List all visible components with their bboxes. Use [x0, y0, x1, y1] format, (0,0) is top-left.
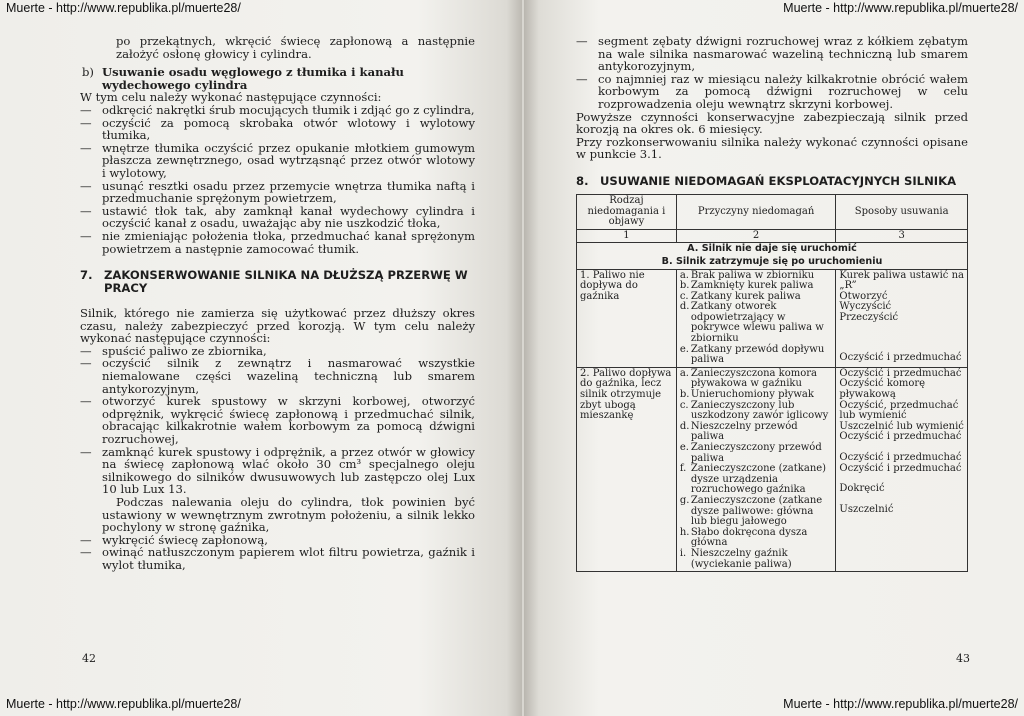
- list-item: — wnętrze tłumika oczyścić przez opukanie młotkiem gumowym płaszcza zewnętrznego, osad wytrząsnąć przez otwór wlotowy i wylotowy,: [80, 142, 475, 180]
- list-item: — nie zmieniając położenia tłoka, przedmuchać kanał sprężonym powietrzem a następnie zamocować tłumik.: [80, 230, 475, 255]
- list-item: — oczyścić za pomocą skrobaka otwór wlotowy i wylotowy tłumika,: [80, 117, 475, 142]
- remedy-item: Otworzyć: [839, 290, 888, 302]
- cause-item: b. Zamknięty kurek paliwa: [679, 280, 814, 292]
- section-7-title: ZAKONSERWOWANIE SILNIKA NA DŁUŻSZĄ PRZERWĘ W PRACY: [104, 268, 468, 296]
- remedy-item: Oczyścić komorę pływakową: [839, 378, 926, 401]
- cause-item: i. Nieszczelny gaźnik (wyciekanie paliwa): [679, 547, 792, 570]
- column-number: 2: [676, 229, 836, 243]
- cause-item: a. Brak paliwa w zbiorniku: [679, 269, 815, 281]
- list-item: — co najmniej raz w miesiącu należy kilkakrotnie obrócić wałem korbowym za pomocą dźwigni rozruchowej w celu rozprowadzenia oleju wewnątrz skrzyni korbowej.: [576, 73, 968, 111]
- list-item: — odkręcić nakrętki śrub mocujących tłumik i zdjąć go z cylindra,: [80, 104, 475, 117]
- watermark-top-right: Muerte - http://www.republika.pl/muerte28/: [783, 1, 1018, 15]
- remedy-item: Dokręcić: [839, 483, 885, 495]
- table-row: [577, 367, 968, 571]
- section-7-intro: Silnik, którego nie zamierza się użytkować przez dłuższy okres czasu, należy zabezpieczyć przed korozją. W tym celu należy wykonać następujące czynności:: [80, 306, 475, 346]
- remedy-item: Oczyścić i przedmuchać: [839, 367, 962, 379]
- remedy-item: Oczyścić i przedmuchać: [839, 452, 962, 463]
- conservation-paragraph: Powyższe czynności konserwacyjne zabezpieczają silnik przed korozją na okres ok. 6 miesięcy.: [576, 109, 968, 137]
- cause-item: c. Zatkany kurek paliwa: [679, 290, 801, 302]
- cause-item: h. Słabo dokręcona dysza główna: [679, 526, 808, 549]
- causes-cell: [676, 269, 836, 367]
- list-item: — oczyścić silnik z zewnątrz i nasmarować wszystkie niemalowane części wazeliną techniczną lub smarem antykorozyjnym,: [80, 357, 475, 395]
- section-8-number: 8.: [576, 173, 589, 188]
- table-header: Rodzaj niedomagania i objawy: [577, 194, 677, 229]
- subsection-b-heading: [80, 66, 475, 91]
- continued-text: po przekątnych, wkręcić świecę zapłonową a następnie założyć osłonę głowicy i cylindra.: [116, 34, 475, 61]
- symptom-cell: 2. Paliwo dopływa do gaźnika, lecz silnik otrzymuje zbyt ubogą mieszankę: [577, 367, 677, 571]
- table-column-number-row: [577, 229, 968, 243]
- oil-paragraph: Podczas nalewania oleju do cylindra, tłok powinien być ustawiony w wewnętrznym zwrotnym położeniu, a silnik lekko pochylony w stronę gaźnika,: [102, 495, 475, 535]
- subsection-b-label: b): [82, 65, 94, 80]
- section-7-list-continued: [80, 534, 475, 572]
- remedy-item: Oczyścić, przedmuchać lub wymienić: [839, 399, 959, 422]
- remedy-item: Oczyścić i przedmuchać: [839, 462, 962, 474]
- remedy-item: Oczyścić i przedmuchać: [839, 352, 962, 364]
- table-header: Przyczyny niedomagań: [676, 194, 836, 229]
- list-item: — otworzyć kurek spustowy w skrzyni korbowej, otworzyć odprężnik, wykręcić świecę zapłonową i przedmuchać silnik, obracając kilkakrotnie wałem korbowym za pomocą dźwigni rozruchowej,: [80, 395, 475, 445]
- symptom-cell: 1. Paliwo nie dopływa do gaźnika: [577, 269, 677, 367]
- table-section-row: [577, 243, 968, 256]
- list-item: — wykręcić świecę zapłonową,: [80, 534, 475, 547]
- cause-item: e. Zatkany przewód dopływu paliwa: [679, 343, 825, 366]
- watermark-bottom-left: Muerte - http://www.republika.pl/muerte28/: [6, 697, 241, 711]
- cause-item: a. Zanieczyszczona komora pływakowa w gaźniku: [679, 367, 818, 390]
- list-item: — segment zębaty dźwigni rozruchowej wraz z kółkiem zębatym na wale silnika nasmarować wazeliną techniczną lub smarem antykorozyjnym,: [576, 35, 968, 73]
- section-7-number: 7.: [80, 268, 93, 283]
- table-section-b: B. Silnik zatrzymuje się po uruchomieniu: [577, 256, 968, 269]
- cause-item: e. Zanieczyszczony przewód paliwa: [679, 442, 822, 464]
- remedy-item: Wyczyścić: [839, 301, 892, 313]
- watermark-bottom-right: Muerte - http://www.republika.pl/muerte28/: [783, 697, 1018, 711]
- list-item: — spuścić paliwo ze zbiornika,: [80, 345, 475, 358]
- subsection-b-intro: W tym celu należy wykonać następujące czynności:: [80, 90, 382, 105]
- page-number-right: 43: [956, 652, 970, 665]
- section-7-heading: [80, 269, 475, 295]
- remedy-item: Kurek paliwa ustawić na „R”: [839, 269, 964, 292]
- table-header-row: [577, 194, 968, 229]
- cause-item: d. Nieszczelny przewód paliwa: [679, 420, 798, 443]
- remedy-item: Uszczelnić lub wymienić: [839, 420, 964, 432]
- list-item: — usunąć resztki osadu przez przemycie wnętrza tłumika naftą i przedmuchanie sprężonym powietrzem,: [80, 180, 475, 205]
- right-text-column: [576, 35, 968, 572]
- list-item: — zamknąć kurek spustowy i odprężnik, a przez otwór w głowicy na świecę zapłonową wlać około 30 cm³ specjalnego oleju silnikowego do silników dwusuwowych lub zastępczo olej Lux 10 lub Lux 13.: [80, 446, 475, 496]
- page-number-left: 42: [82, 652, 96, 665]
- cause-item: g. Zanieczyszczone (zatkane dysze paliwowe: główna lub biegu jałowego: [679, 494, 823, 528]
- remedy-item: Uszczelnić: [839, 503, 894, 515]
- remedy-item: Przeczyścić: [839, 311, 899, 323]
- column-number: 3: [836, 229, 968, 243]
- remedies-cell: [836, 269, 968, 367]
- table-section-a: A. Silnik nie daje się uruchomić: [577, 243, 968, 256]
- cause-item: f. Zanieczyszczone (zatkane) dysze urządzenia rozruchowego gaźnika: [679, 463, 827, 496]
- subsection-b-title: Usuwanie osadu węglowego z tłumika i kanału wydechowego cylindra: [102, 65, 404, 92]
- table-row: [577, 269, 968, 367]
- deconservation-paragraph: Przy rozkonserwowaniu silnika należy wykonać czynności opisane w punkcie 3.1.: [576, 134, 968, 162]
- section-7-list: [80, 345, 475, 496]
- column-number: 1: [577, 229, 677, 243]
- subsection-b-list: [80, 104, 475, 255]
- table-header: Sposoby usuwania: [836, 194, 968, 229]
- causes-cell: [676, 367, 836, 571]
- cause-item: b. Unieruchomiony pływak: [679, 389, 814, 401]
- remedies-cell: [836, 367, 968, 571]
- cause-item: d. Zatkany otworek odpowietrzający w pokrywce wlewu paliwa w zbiorniku: [679, 301, 824, 345]
- remedy-item: Oczyścić i przedmuchać: [839, 431, 962, 443]
- table-section-row: [577, 256, 968, 269]
- list-item: — owinąć natłuszczonym papierem wlot filtru powietrza, gaźnik i wylot tłumika,: [80, 546, 475, 571]
- watermark-top-left: Muerte - http://www.republika.pl/muerte28/: [6, 1, 241, 15]
- troubleshooting-table: [576, 194, 968, 572]
- left-text-column: [80, 35, 475, 572]
- section-8-title: USUWANIE NIEDOMAGAŃ EKSPLOATACYJNYCH SILNIKA: [600, 173, 957, 188]
- list-item: — ustawić tłok tak, aby zamknął kanał wydechowy cylindra i oczyścić kanał z osadu, uważając aby nie uszkodzić tłoka,: [80, 205, 475, 230]
- cause-item: c. Zanieczyszczony lub uszkodzony zawór iglicowy: [679, 399, 829, 422]
- section-8-heading: [576, 175, 968, 188]
